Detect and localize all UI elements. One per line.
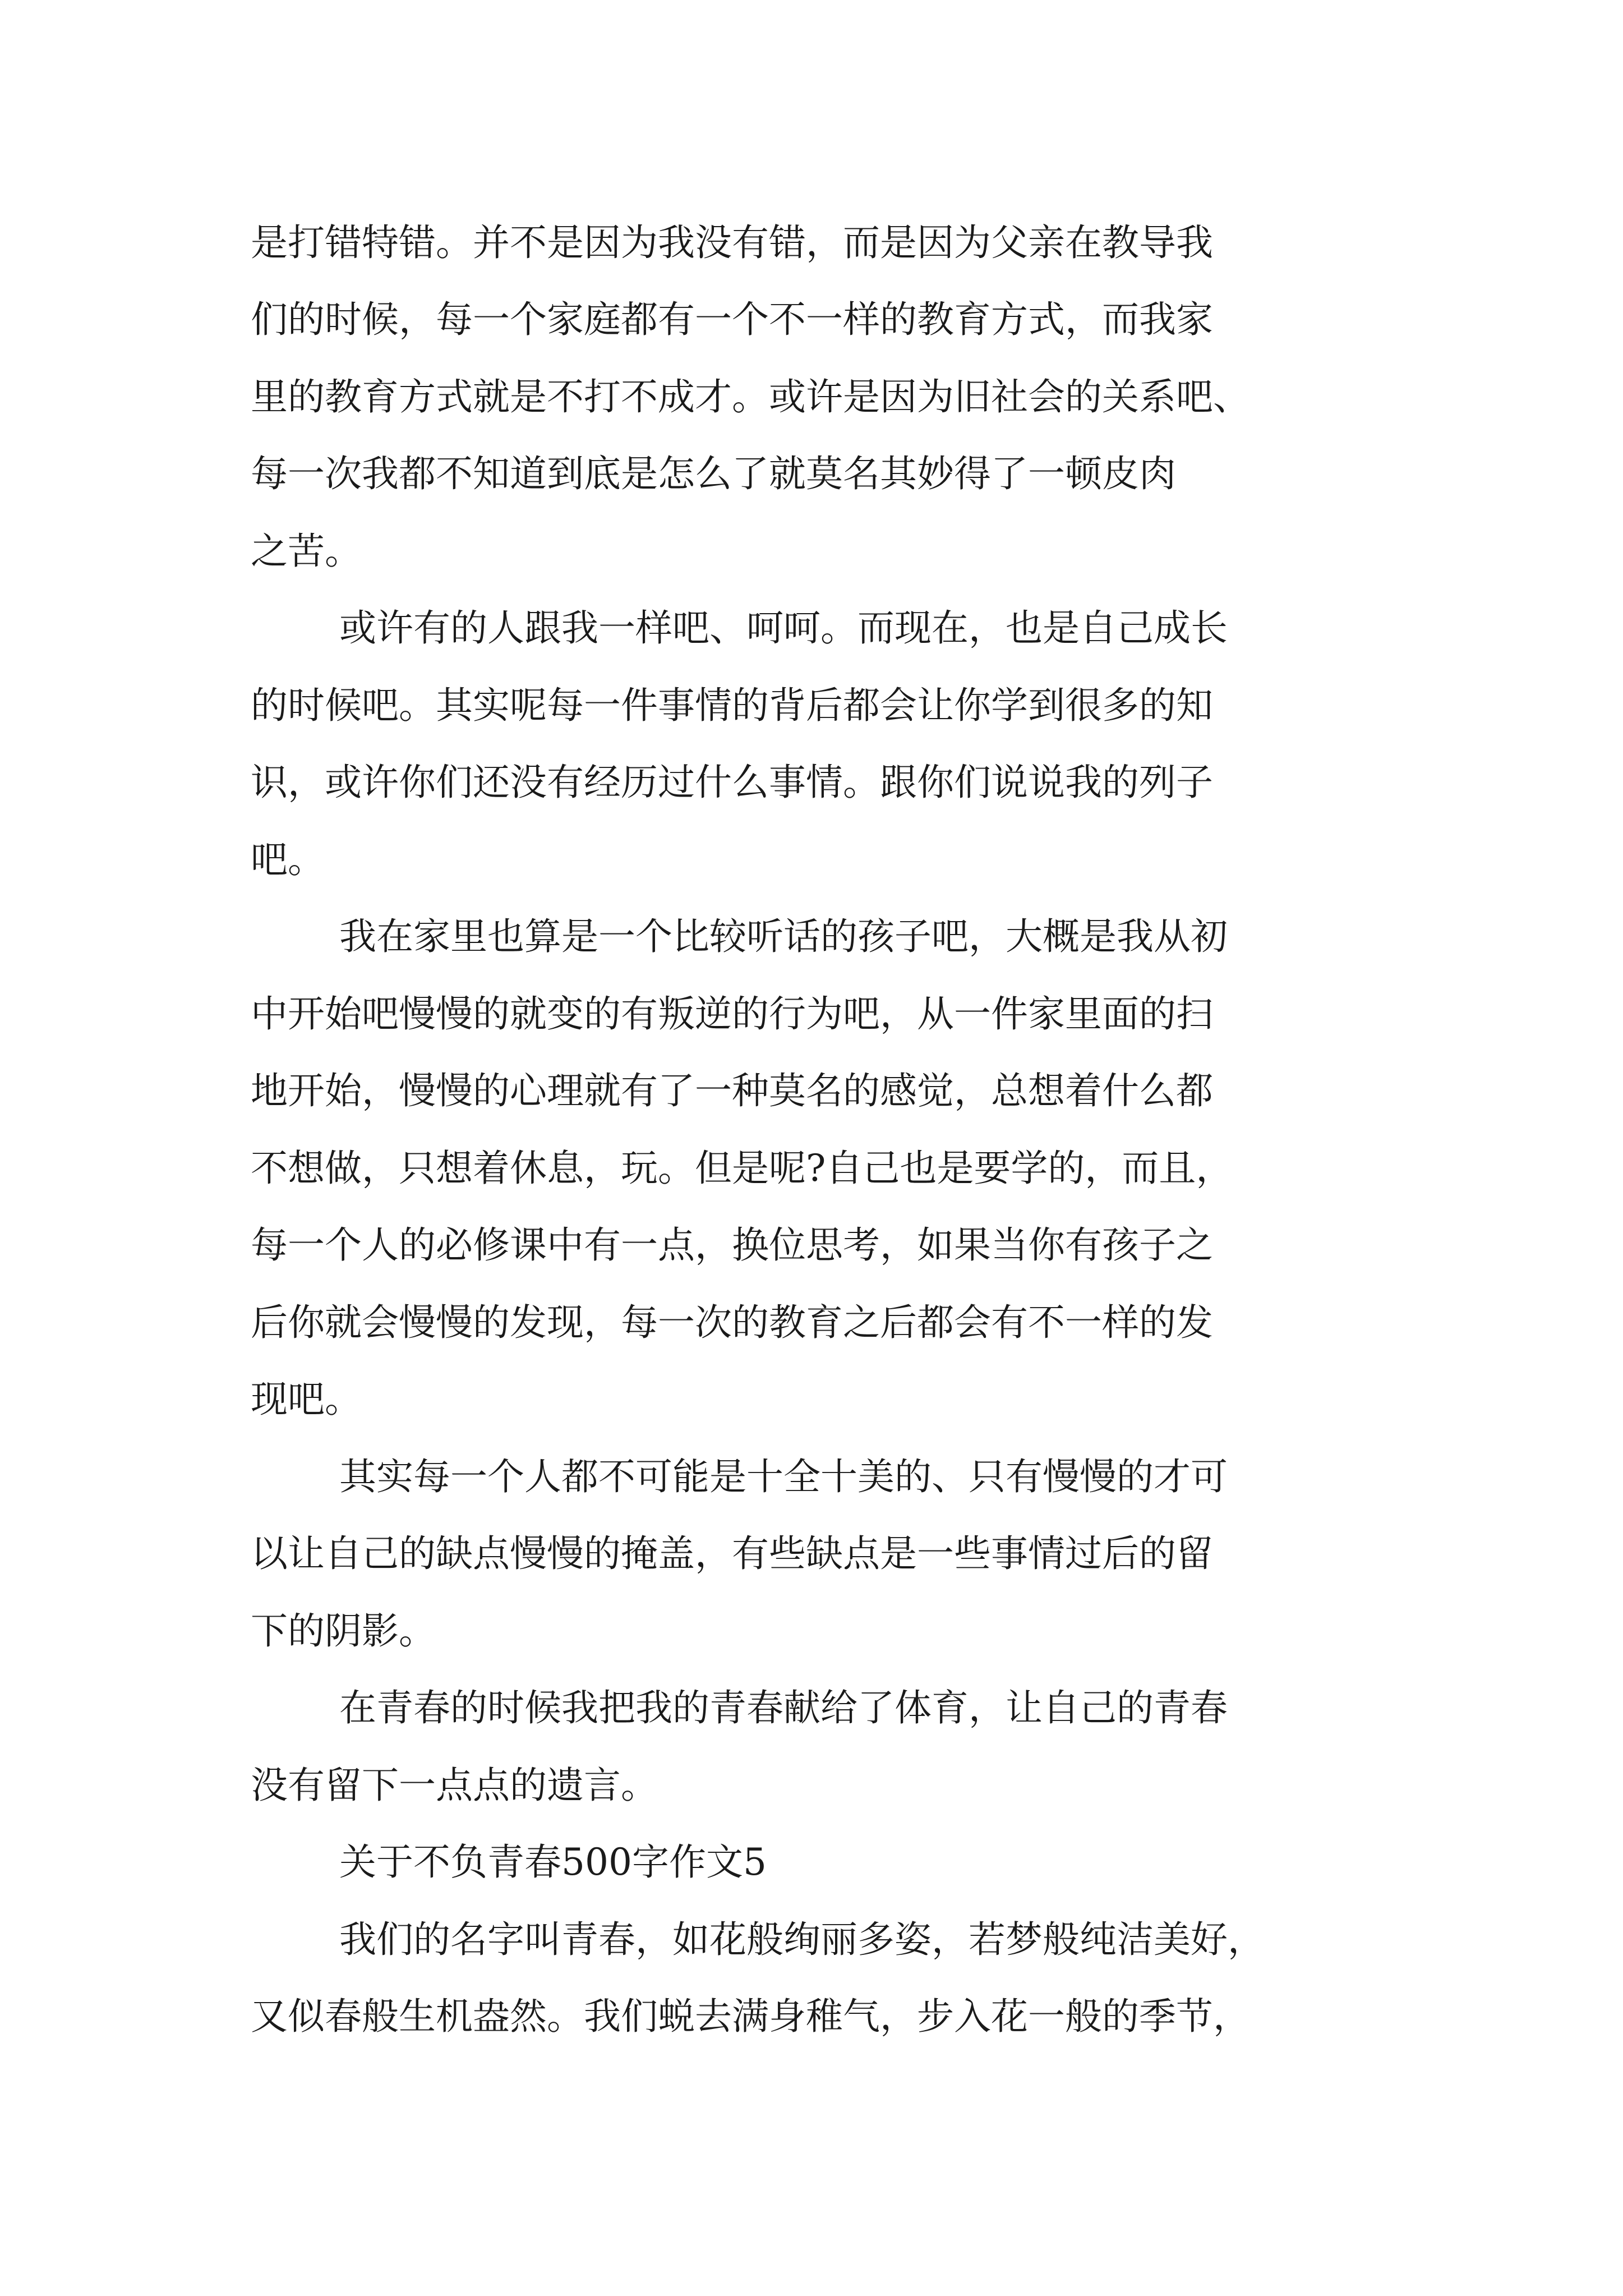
text-line: 是打错特错。并不是因为我没有错，而是因为父亲在教导我 <box>251 221 1213 264</box>
text-line: 每一个人的必修课中有一点，换位思考，如果当你有孩子之 <box>251 1223 1213 1267</box>
text-line: 的时候吧。其实呢每一件事情的背后都会让你学到很多的知 <box>251 684 1213 727</box>
text-line: 没有留下一点点的遗言。 <box>251 1764 658 1807</box>
paragraph-first-line: 我们的名字叫青春，如花般绚丽多姿，若梦般纯洁美好， <box>339 1918 1265 1961</box>
text-line: 之苦。 <box>251 530 362 573</box>
text-line: 又似春般生机盎然。我们蜕去满身稚气，步入花一般的季节， <box>251 1995 1250 2038</box>
text-line: 以让自己的缺点慢慢的掩盖，有些缺点是一些事情过后的留 <box>251 1532 1213 1575</box>
text-line: 吧。 <box>251 838 325 881</box>
section-heading: 关于不负青春500字作文5 <box>339 1841 767 1884</box>
paragraph-first-line: 我在家里也算是一个比较听话的孩子吧，大概是我从初 <box>339 915 1228 958</box>
text-line: 后你就会慢慢的发现，每一次的教育之后都会有不一样的发 <box>251 1301 1213 1344</box>
text-line: 们的时候，每一个家庭都有一个不一样的教育方式，而我家 <box>251 298 1213 341</box>
text-line: 识，或许你们还没有经历过什么事情。跟你们说说我的列子 <box>251 761 1213 804</box>
paragraph-first-line: 在青春的时候我把我的青春献给了体育，让自己的青春 <box>339 1686 1228 1729</box>
text-line: 地开始，慢慢的心理就有了一种莫名的感觉，总想着什么都 <box>251 1069 1213 1112</box>
paragraph-first-line: 其实每一个人都不可能是十全十美的、只有慢慢的才可 <box>339 1455 1228 1498</box>
text-line: 每一次我都不知道到底是怎么了就莫名其妙得了一顿皮肉 <box>251 452 1176 495</box>
text-line: 不想做，只想着休息，玩。但是呢?自己也是要学的，而且， <box>251 1147 1233 1190</box>
text-line: 中开始吧慢慢的就变的有叛逆的行为吧，从一件家里面的扫 <box>251 992 1213 1036</box>
text-line: 现吧。 <box>251 1378 362 1421</box>
paragraph-first-line: 或许有的人跟我一样吧、呵呵。而现在，也是自己成长 <box>339 606 1228 650</box>
text-line: 里的教育方式就是不打不成才。或许是因为旧社会的关系吧、 <box>251 375 1250 418</box>
text-line: 下的阴影。 <box>251 1609 436 1653</box>
